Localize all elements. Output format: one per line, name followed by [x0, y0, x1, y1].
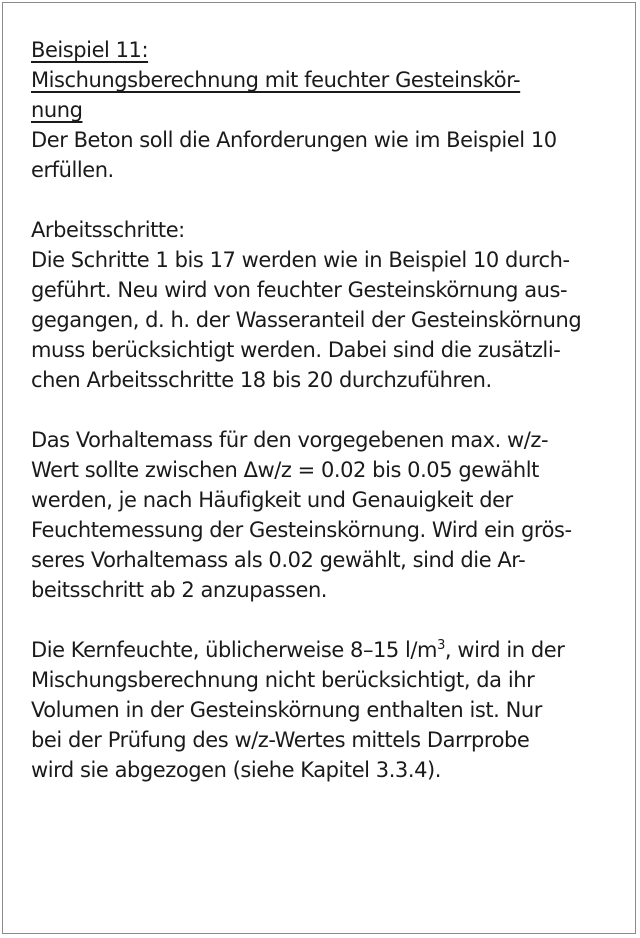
- steps-label: Arbeitsschritte:: [31, 218, 185, 242]
- example-title-line-1: Mischungsberechnung mit feuchter Gesteinskör-: [31, 68, 521, 92]
- allowance-line-3: werden, je nach Häufigkeit und Genauigkeit der: [31, 488, 513, 512]
- example-label: Beispiel 11:: [31, 38, 149, 62]
- core-moisture-line-5: wird sie abgezogen (siehe Kapitel 3.3.4).: [31, 758, 441, 782]
- allowance-line-5: seres Vorhaltemass als 0.02 gewählt, sind die Ar-: [31, 548, 526, 572]
- allowance-line-6: beitsschritt ab 2 anzupassen.: [31, 578, 328, 602]
- steps-line-4: muss berücksichtigt werden. Dabei sind die zusätzli-: [31, 338, 561, 362]
- document-body: [31, 35, 627, 785]
- core-moisture-text-after: , wird in der: [444, 638, 565, 662]
- document-frame: [2, 2, 636, 934]
- cubic-superscript: 3: [437, 638, 445, 653]
- example-title-line-2: nung: [31, 98, 83, 122]
- paragraph-gap: [31, 185, 627, 215]
- core-moisture-line-2: Mischungsberechnung nicht berücksichtigt, da ihr: [31, 668, 535, 692]
- allowance-line-1: Das Vorhaltemass für den vorgegebenen max. w/z-: [31, 428, 549, 452]
- core-moisture-text-before: Die Kernfeuchte, üblicherweise 8–15 l/m: [31, 638, 438, 662]
- steps-line-2: geführt. Neu wird von feuchter Gesteinskörnung aus-: [31, 278, 568, 302]
- core-moisture-line-1: [31, 635, 627, 665]
- paragraph-gap: [31, 395, 627, 425]
- steps-line-3: gegangen, d. h. der Wasseranteil der Gesteinskörnung: [31, 308, 582, 332]
- allowance-line-2: Wert sollte zwischen Δw/z = 0.02 bis 0.05 gewählt: [31, 458, 539, 482]
- intro-line-1: Der Beton soll die Anforderungen wie im Beispiel 10: [31, 128, 557, 152]
- allowance-line-4: Feuchtemessung der Gesteinskörnung. Wird ein grös-: [31, 518, 572, 542]
- core-moisture-line-4: bei der Prüfung des w/z-Wertes mittels Darrprobe: [31, 728, 530, 752]
- steps-line-1: Die Schritte 1 bis 17 werden wie in Beispiel 10 durch-: [31, 248, 570, 272]
- core-moisture-line-3: Volumen in der Gesteinskörnung enthalten ist. Nur: [31, 698, 542, 722]
- intro-line-2: erfüllen.: [31, 158, 114, 182]
- steps-line-5: chen Arbeitsschritte 18 bis 20 durchzuführen.: [31, 368, 492, 392]
- paragraph-gap: [31, 605, 627, 635]
